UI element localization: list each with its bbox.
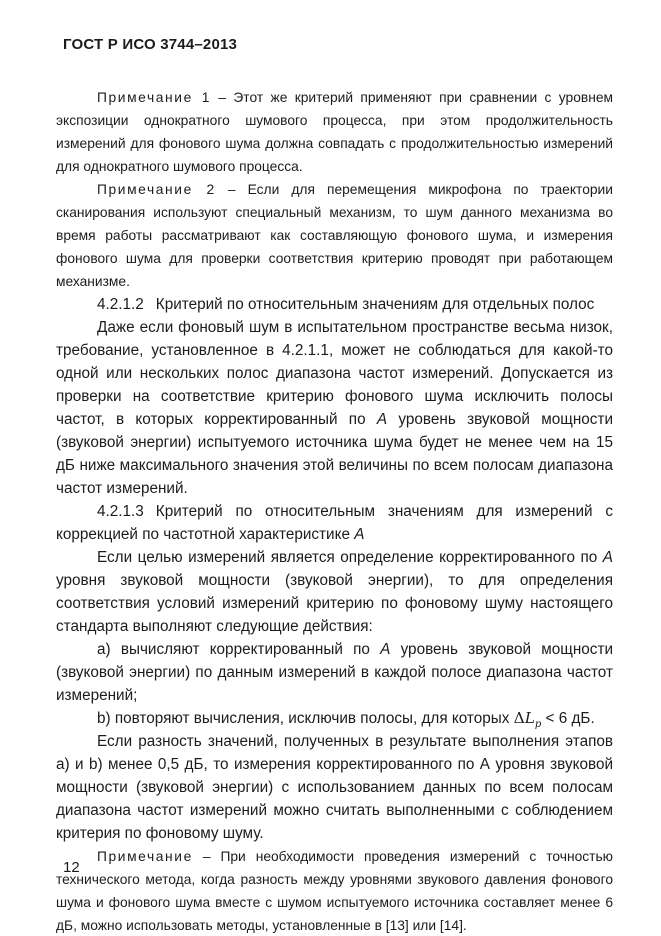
paragraph-measurement-goal [56, 546, 613, 638]
weighting-a-symbol: А [376, 411, 388, 428]
weighting-a-symbol: А [380, 641, 391, 658]
paragraph-text: уровня звуковой мощности (звуковой энергии), то для определения соответствия условий измерений критерию по фоновому шуму настоящего стандарта выполняют следующие действия: [56, 572, 613, 635]
delta-symbol: Δ [513, 709, 525, 727]
page-number: 12 [63, 859, 80, 876]
formula-subscript: p [534, 719, 542, 731]
section-number: 4.2.1.3 [97, 503, 144, 520]
list-item-text: a) вычисляют корректированный по [97, 641, 381, 658]
weighting-a-symbol: А [602, 549, 613, 566]
document-title-header: ГОСТ Р ИСО 3744–2013 [63, 36, 238, 53]
level-variable: L [524, 709, 535, 727]
document-body [56, 86, 613, 936]
paragraph-text: Если целью измерений является определение корректированного по [97, 549, 603, 566]
note-2-label: Примечание 2 [97, 182, 216, 197]
delta-lp-formula [513, 709, 542, 731]
section-heading-4212 [56, 293, 613, 316]
section-number: 4.2.1.2 [97, 296, 144, 313]
weighting-a-symbol: А [354, 526, 365, 543]
paragraph-text: Даже если фоновый шум в испытательном пространстве весьма низок, требование, установленное в 4.2.1.1, может не соблюдаться для какой-то одной или нескольких полос диапазона частот измерений. Допускается из проверки на соответствие критерию фонового шума исключить полосы частот, в которых корректированный по [56, 319, 613, 428]
list-item-a [56, 638, 613, 707]
paragraph-text: Если разность значений, полученных в результате выполнения этапов a) и b) менее 0,5 дБ, то измерения корректированного по А уровня звуковой мощности (звуковой энергии) с использованием данных по всем полосам диапазона частот измерений можно считать выполненными с соблюдением критерия по фоновому шуму. [56, 733, 613, 842]
paragraph-relative-criterion [56, 316, 613, 500]
section-title: Критерий по относительным значениям для измерений с коррекцией по частотной характеристике [56, 503, 613, 543]
note-1-text: – Этот же критерий применяют при сравнении с уровнем экспозиции однократного шумового процесса, при этом продолжительность измерений для фонового шума должна совпадать с продолжительностью измерений для однократного шумового процесса. [56, 90, 613, 174]
section-title: Критерий по относительным значениям для отдельных полос [155, 296, 595, 313]
list-item-b [56, 707, 613, 730]
note-2-paragraph [56, 178, 613, 293]
note-3-paragraph [56, 845, 613, 936]
note-1-label: Примечание 1 [97, 90, 212, 105]
list-item-text: < 6 дБ. [541, 710, 595, 727]
section-heading-4213 [56, 500, 613, 546]
note-3-text: – При необходимости проведения измерений с точностью технического метода, когда разность между уровнями звукового давления фонового шума и фонового шума вместе с шумом испытуемого источника составляет менее 6 дБ, можно использовать методы, установленные в [13] или [14]. [56, 849, 614, 933]
list-item-text: уровень звуковой мощности (звуковой энергии) по данным измерений в каждой полосе диапазона частот измерений; [56, 641, 614, 704]
note-3-label: Примечание [97, 849, 193, 864]
paragraph-text: уровень звуковой мощности (звуковой энергии) испытуемого источника шума будет не менее чем на 15 дБ ниже максимального значения этой величины по всем полосам диапазона частот измерений. [56, 411, 614, 497]
list-item-text: b) повторяют вычисления, исключив полосы, для которых [97, 710, 514, 727]
note-1-paragraph [56, 86, 613, 178]
paragraph-difference-criterion [56, 730, 613, 845]
note-2-text: – Если для перемещения микрофона по траектории сканирования используют специальный механизм, то шум данного механизма во время работы рассматривают как составляющую фонового шума, и измерения фонового шума для проверки соответствия критерию проводят при работающем механизме. [56, 182, 613, 289]
